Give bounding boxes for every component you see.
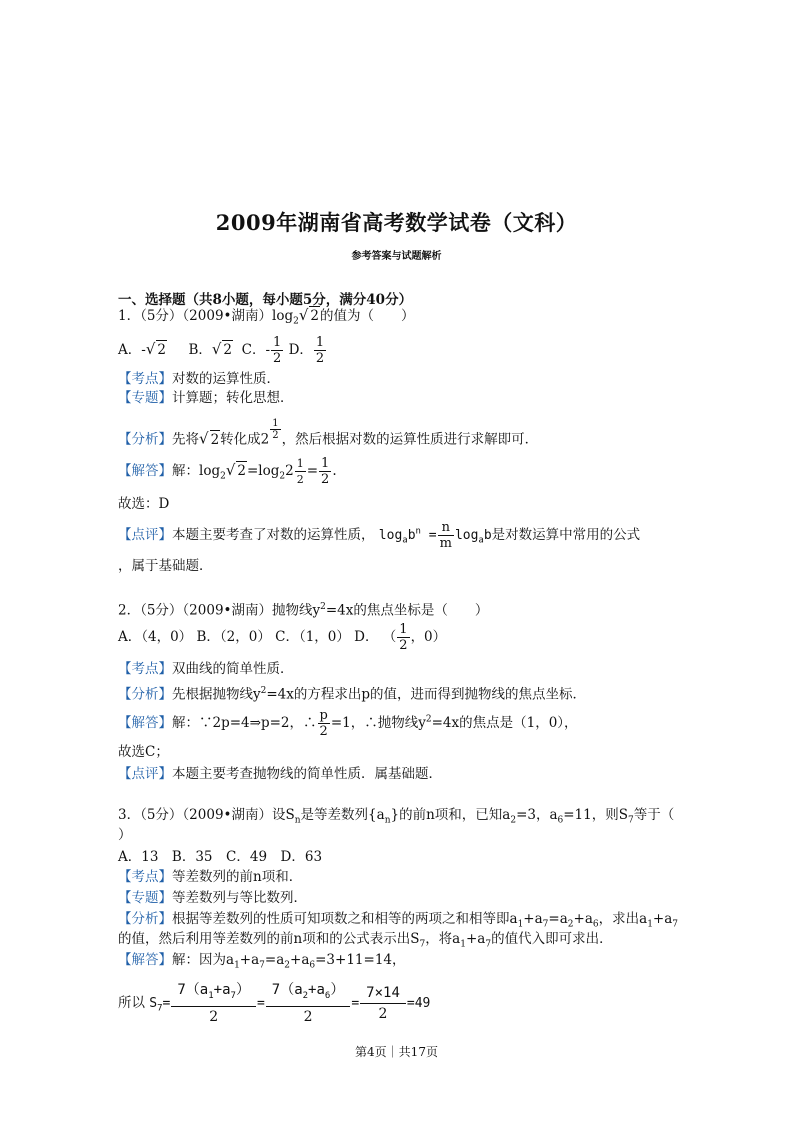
page-footer: 第4页｜共17页 bbox=[355, 1045, 438, 1059]
q1-jieda: 【解答】解：$\log_2√$ $2=\log_22$ $\frac{1}{2}$ = $\frac{1}{2}$ . bbox=[118, 456, 337, 487]
q2-fenxi: 【分析】先根据抛物线$y^2=4x$的方程求出p的值，进而得到抛物线的焦点坐标． bbox=[118, 686, 587, 703]
q1-kaodian: 【考点】对数的运算性质． bbox=[118, 371, 280, 387]
q3-fenxi: 【分析】根据等差数列的性质可知项数之和相等的两项之和相等即$a_1+a_7=a_2+a_6$，求出$a_1+a_7$ bbox=[118, 911, 679, 930]
q3-options: A．13 B．35 C．49 D．63 bbox=[118, 849, 323, 865]
q3-zhuanti: 【专题】等差数列与等比数列． bbox=[118, 890, 307, 906]
q1-zhuanti: 【专题】计算题；转化思想． bbox=[118, 390, 294, 406]
q1-options: A．-√ 2 B．√ 2 C．- $\frac{1}{2}$ D． $\frac{1}{2}$ bbox=[118, 335, 325, 366]
page-subtitle: 参考答案与试题解析 bbox=[351, 251, 442, 262]
q1-answer: 故选：D bbox=[118, 496, 170, 512]
q1-dianping: 【点评】本题主要考查了对数的运算性质， $\log_ab^n$ = $\frac{n}{m}$ $\log_ab$是对数运算中常用的公式 bbox=[118, 520, 641, 551]
q3-final-formula: 所以 $S_7=$ $\frac{7(a_1+a_7)}{2}$ = $\frac{7(a_2+a_6)}{2}$ = $\frac{7\times 14}{2}$ =49 bbox=[118, 982, 431, 1025]
q2-kaodian: 【考点】双曲线的简单性质． bbox=[118, 661, 294, 677]
q2-options: A．（4，0） B．（2，0） C．（1，0） D． （ $\frac{1}{2}$ ，0） bbox=[118, 622, 447, 653]
page-title: 2009年湖南省高考数学试卷（文科） bbox=[215, 210, 578, 235]
q3-fenxi-cont: 的值，然后利用等差数列的前n项和的公式表示出$S_7$，将$a_1+a_7$的值代入即可求出． bbox=[118, 931, 613, 950]
section-heading: 一、选择题（共8小题，每小题5分，满分40分） bbox=[118, 292, 413, 308]
q3-stem: 3．（5分）（2009•湖南）设$S_n$是等差数列$\{a_n\}$的前n项和，已知$a_2=3$，$a_6=11$，则$S_7$等于（ bbox=[118, 807, 675, 826]
q1-fenxi: 【分析】先将√ 2转化成2 $^{\frac{1}{2}}$ ，然后根据对数的运算性质进行求解即可． bbox=[118, 418, 539, 448]
q2-answer: 故选C； bbox=[118, 744, 169, 760]
q1-dianping-cont: ，属于基础题． bbox=[118, 558, 213, 574]
q3-jieda: 【解答】解：因为$a_1+a_7=a_2+a_6=3+11=14$， bbox=[118, 952, 406, 971]
q3-stem-cont: ） bbox=[118, 827, 132, 843]
q2-jieda: 【解答】解：∵2p=4⇒p=2，∴ $\frac{p}{2}$ =1，∴抛物线$y^2=4x$的焦点是（1，0）， bbox=[118, 708, 578, 739]
q3-kaodian: 【考点】等差数列的前n项和． bbox=[118, 869, 303, 885]
q2-dianping: 【点评】本题主要考查抛物线的简单性质．属基础题． bbox=[118, 766, 442, 782]
q1-stem: 1．（5分）（2009•湖南）$\log_2√$ 2的值为（ ） bbox=[118, 306, 415, 327]
q2-stem: 2．（5分）（2009•湖南）抛物线$y^2=4x$的焦点坐标是（ ） bbox=[118, 602, 489, 619]
